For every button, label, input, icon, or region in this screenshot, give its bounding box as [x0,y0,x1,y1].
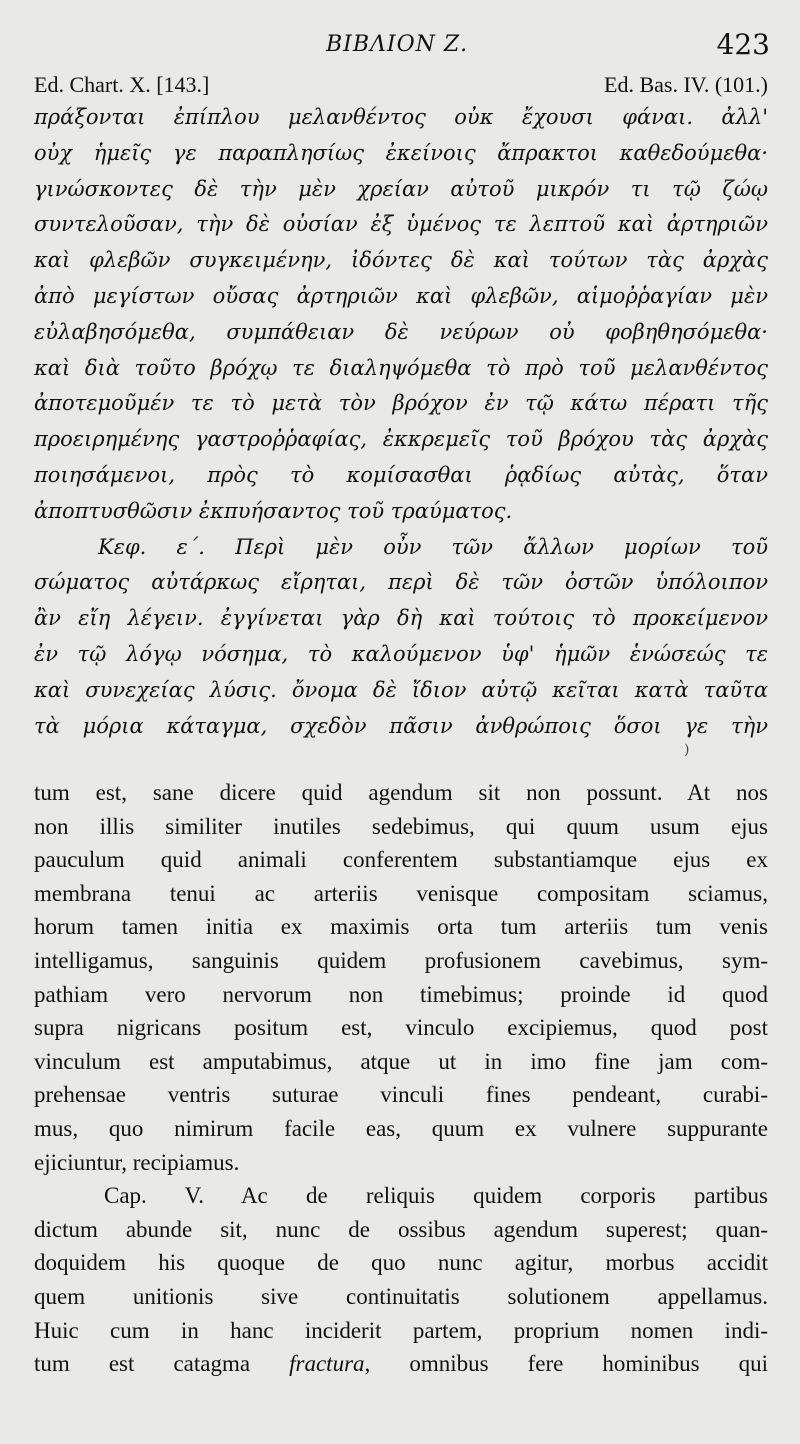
margin-mark: ) [684,742,690,758]
greek-line: ἀποτεμοῦμέν τε τὸ μετὰ τὸν βρόχον ἐν τῷ κάτω πέρατι τῆς [34,391,768,416]
edition-chart-reference: Ed. Chart. X. [143.] [34,72,210,97]
greek-line: εὐλαβησόμεθα, συμπάθειαν δὲ νεύρων οὐ φοβηθησόμεθα· [34,319,768,344]
greek-line: καὶ φλεβῶν συγκειμένην, ἰδόντες δὲ καὶ τούτων τὰς ἀρχὰς [34,248,768,273]
latin-line: pathiam vero nervorum non timebimus; proinde id quod [34,981,768,1007]
greek-line: καὶ διὰ τοῦτο βρόχῳ τε διαληψόμεθα τὸ πρὸ τοῦ μελανθέντος [34,355,768,380]
greek-line: γινώσκοντες δὲ τὴν μὲν χρείαν αὐτοῦ μικρόν τι τῷ ζώῳ [34,176,768,201]
latin-text-block [34,776,768,1381]
latin-text-segment: , omnibus fere hominibus qui [364,1351,768,1377]
latin-line: membrana tenui ac arteriis venisque compositam sciamus, [34,880,768,906]
latin-line: mus, quo nimirum facile eas, quum ex vulnere suppurante [34,1115,768,1141]
latin-line: intelligamus, sanguinis quidem profusionem cavebimus, sym- [34,947,768,973]
greek-line: τὰ μόρια κάταγμα, σχεδὸν πᾶσιν ἀνθρώποις ὅσοι γε τὴν [34,713,768,738]
latin-line: dictum abunde sit, nunc de ossibus agendum superest; quan- [34,1216,768,1242]
greek-line: πράξονται ἐπίπλου μελανθέντος οὐκ ἔχουσι φάναι. ἀλλ' [34,105,768,129]
page-number: 423 [716,28,770,61]
latin-line: vinculum est amputabimus, atque ut in imo fine jam com- [34,1048,768,1074]
greek-line: οὐχ ἡμεῖς γε παραπλησίως ἐκείνοις ἄπρακτοι καθεδούμεθα· [34,140,768,165]
latin-italic-term: fractura [289,1351,365,1377]
greek-line: συντελοῦσαν, τὴν δὲ οὐσίαν ἐξ ὑμένος τε λεπτοῦ καὶ ἀρτηριῶν [34,212,768,237]
greek-text-block [34,100,768,744]
latin-line: horum tamen initia ex maximis orta tum arteriis tum venis [34,914,768,940]
latin-line: doquidem his quoque de quo nunc agitur, morbus accidit [34,1250,768,1276]
latin-line: supra nigricans positum est, vinculo excipiemus, quod post [34,1015,768,1041]
latin-chapter-heading-line: Cap. V. Ac de reliquis quidem corporis partibus [104,1183,768,1209]
latin-line: non illis similiter inutiles sedebimus, qui quum usum ejus [34,813,768,839]
latin-text-segment: tum est catagma [34,1351,290,1377]
greek-line: σώματος αὐτάρκως εἴρηται, περὶ δὲ τῶν ὀστῶν ὑπόλοιπον [34,570,768,595]
greek-chapter-heading-line: Κεφ. ε΄. Περὶ μὲν οὖν τῶν ἄλλων μορίων τοῦ [98,534,768,559]
greek-line: ἀποπτυσθῶσιν ἐκπυήσαντος τοῦ τραύματος. [34,498,513,523]
latin-line-final [34,1347,768,1381]
latin-line: pauculum quid animali conferentem substantiamque ejus ex [34,847,768,873]
edition-basel-reference: Ed. Bas. IV. (101.) [604,72,768,97]
running-title: BIBΛΙΟΝ Ζ. [326,32,469,57]
greek-line: ποιησάμενοι, πρὸς τὸ κομίσασθαι ῥᾳδίως αὐτὰς, ὅταν [34,462,768,487]
latin-line: quem unitionis sive continuitatis solutionem appellamus. [34,1283,768,1309]
edition-reference-line [34,72,768,102]
latin-line: Huic cum in hanc inciderit partem, proprium nomen indi- [34,1317,768,1343]
latin-line: prehensae ventris suturae vinculi fines pendeant, curabi- [34,1082,768,1108]
latin-line: ejiciuntur, recipiamus. [34,1149,240,1175]
greek-line: προειρημένης γαστροῤῥαφίας, ἐκκρεμεῖς τοῦ βρόχου τὰς ἀρχὰς [34,427,768,452]
page-header [0,28,800,64]
greek-line: ἂν εἴη λέγειν. ἐγγίνεται γὰρ δὴ καὶ τούτοις τὸ προκείμενον [34,606,768,631]
greek-line: καὶ συνεχείας λύσις. ὄνομα δὲ ἴδιον αὐτῷ κεῖται κατὰ ταῦτα [34,677,768,702]
greek-line: ἐν τῷ λόγῳ νόσημα, τὸ καλούμενον ὑφ' ἡμῶν ἑνώσεώς τε [34,641,768,666]
greek-line: ἀπὸ μεγίστων οὔσας ἀρτηριῶν καὶ φλεβῶν, αἱμοῤῥαγίαν μὲν [34,283,768,308]
latin-line: tum est, sane dicere quid agendum sit non possunt. At nos [34,780,768,805]
